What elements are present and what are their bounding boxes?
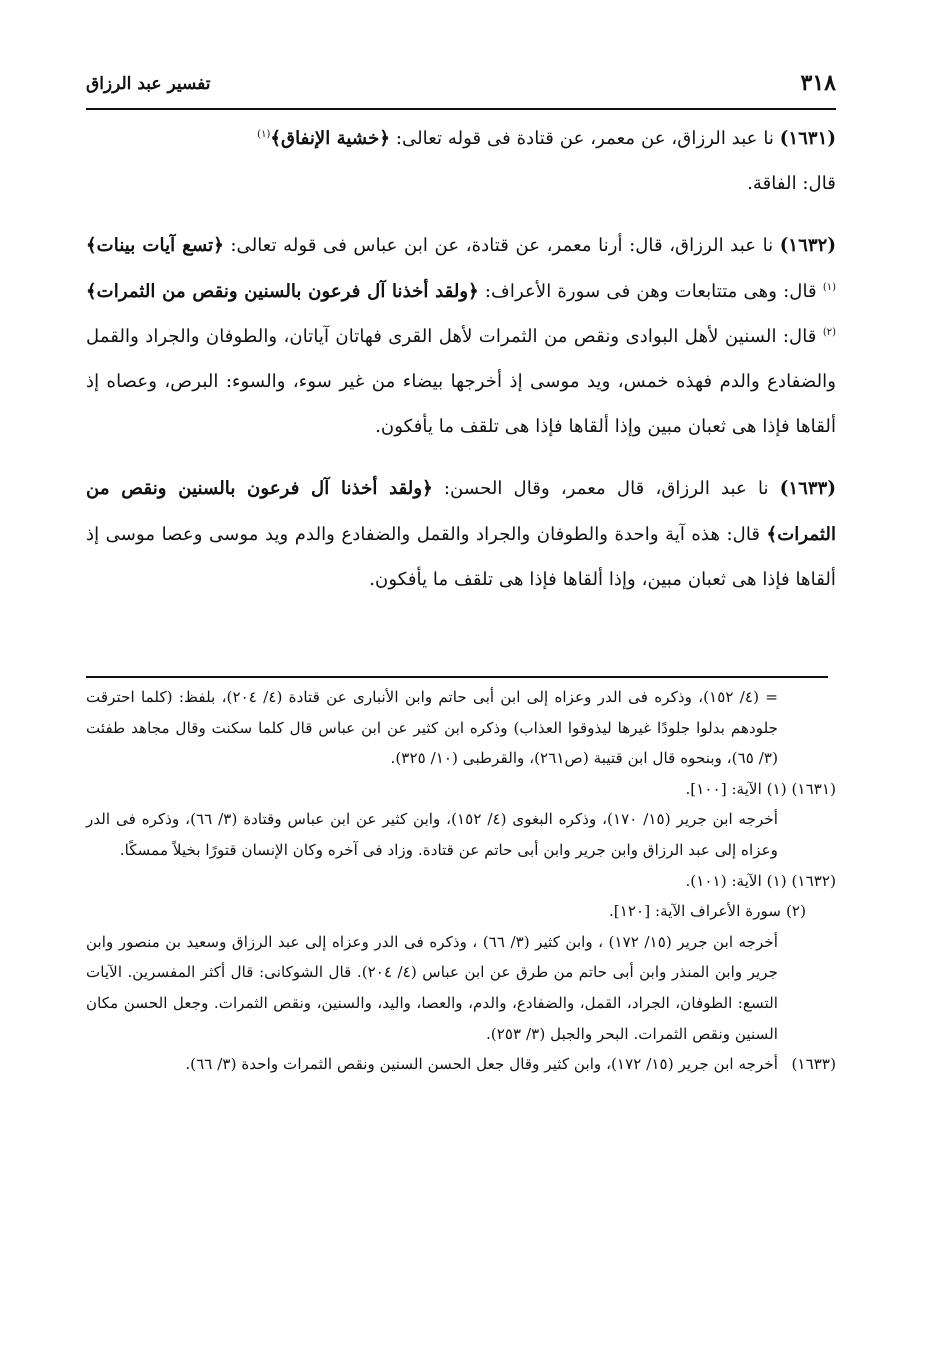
entry-text: نا عبد الرزاق، عن معمر، عن قتادة فى قوله تعالى: [390, 128, 780, 149]
footnote-1633-text: أخرجه ابن جرير (١٥/ ١٧٢)، وابن كثير وقال جعل الحسن السنين ونقص الثمرات واحدة (٣/ ٦٦). [185, 1055, 778, 1074]
main-text [86, 116, 836, 602]
footnote-1632-text: أخرجه ابن جرير (١٥/ ١٧٢) ، وابن كثير (٣/ ٦٦) ، وذكره فى الدر وعزاه إلى عبد الرزاق وسعيد بن منصور وابن جرير وابن المنذر وابن أبى حاتم من طرق عن ابن عباس (٤/ ٢٠٤). قال الشوكانى: قال أكثر المفسرين. الآيات التسع: الطوفان، الجراد، القمل، والضفادع، والدم، والعصا، واليد، والسنين، ونقص الثمرات. وجعل الحسن مكان السنين ونقص الثمرات. البحر والجبل (٣/ ٢٥٣). [86, 932, 779, 1043]
quran-quote: ﴿ولقد أخذنا آل فرعون بالسنين ونقص من الثمرات﴾ [86, 478, 836, 545]
entry-1632 [86, 223, 836, 449]
entry-1633 [86, 466, 836, 602]
footnote-heading-1632-2: (٢) سورة الأعراف الآية: [١٢٠]. [608, 902, 806, 921]
entry-text: نا عبد الرزاق، قال: أرنا معمر، عن قتادة، عن ابن عباس فى قوله تعالى: [223, 235, 780, 257]
running-header [86, 70, 836, 106]
entry-text: قال: السنين لأهل البوادى ونقص من الثمرات لأهل القرى فهاتان آياتان، والطوفان والجراد والقمل والضفادع والدم فهذه خمس، ويد موسى إذ أخرجها بيضاء من غير سوء، والسوء: البرص، وعصاه إذ ألقاها فإذا هى ثعبان مبين وإذا ألقاها فإذا هى تلقف ما يأفكون. [86, 325, 836, 438]
footnote-separator [86, 676, 828, 678]
entry-text: قال: وهى متتابعات وهن فى سورة الأعراف: [478, 280, 823, 302]
footnote-1631-text: أخرجه ابن جرير (١٥/ ١٧٠)، وذكره البغوى (٤/ ١٥٢)، وابن كثير عن ابن عباس وقتادة (٣/ ٦٦)، وذكره فى الدر وعزاه إلى عبد الرزاق وابن جرير وابن أبى حاتم عن قتادة. وزاد فى آخره وكان الإنسان قتورًا بخيلاً ممسكًا. [86, 810, 778, 859]
book-title: تفسير عبد الرزاق [86, 74, 211, 94]
footnote-1633 [86, 1049, 836, 1080]
quran-quote: ﴿تسع آيات بينات﴾ [86, 235, 224, 257]
footnote-heading-1631: (١٦٣١) (١) الآية: [١٠٠]. [685, 779, 836, 798]
quran-quote: ﴿ولقد أخذنا آل فرعون بالسنين ونقص من الثمرات﴾ [86, 280, 479, 302]
entry-text: نا عبد الرزاق، قال معمر، وقال الحسن: [432, 478, 780, 500]
entry-number: (١٦٣٣) [779, 478, 836, 500]
header-rule [86, 108, 836, 110]
entry-text: قال: الفاقة. [747, 173, 836, 195]
footnotes [86, 682, 836, 1080]
quran-quote: ﴿خشية الإنفاق﴾ [270, 128, 391, 149]
entry-text: قال: هذه آية واحدة والطوفان والجراد والقمل والضفادع والدم ويد موسى وعصا موسى إذ ألقاها فإذا هى ثعبان مبين، وإذا ألقاها فإذا هى تلقف ما يأفكون. [86, 523, 836, 590]
footnote-heading-1632: (١٦٣٢) (١) الآية: (١٠١). [685, 871, 836, 890]
footnote-marker: (٢) [822, 326, 836, 338]
footnote-marker: (١) [257, 128, 271, 140]
footnote-continued: = (٤/ ١٥٢)، وذكره فى الدر وعزاه إلى ابن أبى حاتم وابن الأنبارى عن قتادة (٤/ ٢٠٤)، بلفظ: (كلما احترقت جلودهم بدلوا جلودًا غيرها ليذوقوا العذاب) وذكره ابن كثير عن ابن عباس قال كلما سكنت وقال مجاهد طفئت (٣/ ٦٥)، وبنحوه قال ابن قتيبة (ص٢٦١)، والقرطبى (١٠/ ٣٢٥). [86, 688, 778, 768]
entry-1631 [86, 116, 836, 206]
footnote-label: (١٦٣٣) [791, 1055, 836, 1074]
entry-number: (١٦٣١) [779, 128, 836, 149]
entry-number: (١٦٣٢) [779, 235, 836, 257]
page-number: ٣١٨ [800, 70, 836, 96]
footnote-marker: (١) [822, 281, 836, 293]
